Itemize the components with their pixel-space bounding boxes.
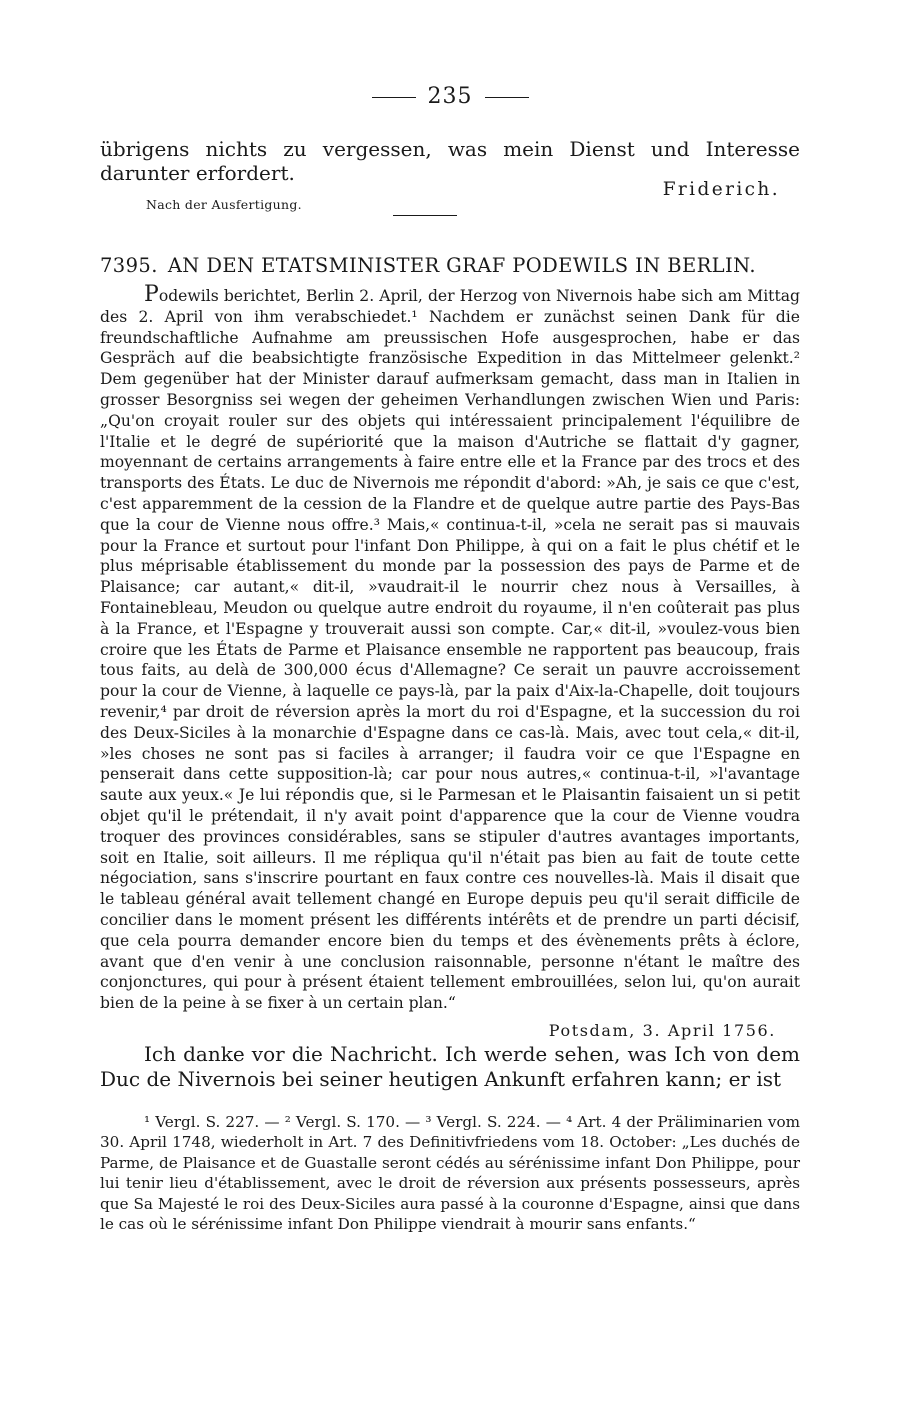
dateline: Potsdam, 3. April 1756.	[548, 1020, 776, 1040]
document-number: 7395.	[100, 254, 158, 277]
page-header	[100, 84, 800, 109]
report-summary	[100, 282, 800, 1014]
report-text: odewils berichtet, Berlin 2. April, der Herzog von Nivernois habe sich am Mittag des 2. April von ihm verabschiedet.¹ Nachdem er zunächst seinen Dank für die freundschaftliche Aufnahme am preussischen Hofe ausgesprochen, habe er das Gespräch auf die beabsichtigte französische Expedition in das Mittelmeer gelenkt.² Dem gegenüber hat der Minister darauf aufmerksam gemacht, dass man in Italien in grosser Besorgniss sei wegen der geheimen Verhandlungen zwischen Wien und Paris: „Qu'on croyait rouler sur des objets qui intéressaient principalement l'équilibre de l'Italie et le degré de supériorité que la maison d'Autriche se flattait d'y gagner, moyennant de certains arrangements à faire entre elle et la France par des trocs et des transports des États. Le duc de Nivernois me répondit d'abord: »Ah, je sais ce que c'est, c'est apparemment de la cession de la Flandre et de quelque autre partie des Pays-Bas que la cour de Vienne nous offre.³ Mais,« continua-t-il, »cela ne serait pas si mauvais pour la France et surtout pour l'infant Don Philippe, à qui on a fait le plus chétif et le plus méprisable établissement du monde par la possession des pays de Parme et de Plaisance; car autant,« dit-il, »vaudrait-il le nourrir chez nous à Versailles, à Fontainebleau, Meudon ou quelque autre endroit du royaume, il n'en coûterait pas plus à la France, et l'Espagne y trouverait aussi son compte. Car,« dit-il, »voulez-vous bien croire que les États de Parme et Plaisance ensemble ne rapportent pas beaucoup, frais tous faits, au delà de 300,000 écus d'Allemagne? Ce serait un pauvre accroissement pour la cour de Vienne, à laquelle ce pays-là, par la paix d'Aix-la-Chapelle, doit toujours revenir,⁴ par droit de réversion après la mort du roi d'Espagne, et la succession du roi des Deux-Siciles à la monarchie d'Espagne dans ce cas-là. Mais, avec tout cela,« dit-il, »les choses ne sont pas si faciles à arranger; il faudra voir ce que l'Espagne en penserait dans cette supposition-là; car pour nous autres,« continua-t-il, »l'avantage saute aux yeux.« Je lui répondis que, si le Parmesan et le Plaisantin faisaient un si petit objet qu'il le prétendait, il n'y avait point d'apparence que la cour de Vienne voudra troquer des provinces considérables, sans se stipuler d'autres avantages importants, soit en Italie, soit ailleurs. Il me répliqua qu'il n'était pas bien au fait de toute cette négociation, sans s'inscrire pourtant en faux contre ces nouvelles-là. Mais il disait que le tableau général avait tellement changé en Europe depuis peu qu'il serait difficile de concilier dans le moment présent les différents intérêts et de prendre un parti décisif, que cela pourra demander encore bien du temps et des évènements prêts à éclore, avant que d'en venir à une conclusion raisonnable, personne n'étant le maître des conjonctures, qui pour à présent étaient tellement embrouillées, selon lui, qu'on aurait bien de la peine à se fixer à un certain plan.“	[100, 287, 800, 1013]
document-title: AN DEN ETATSMINISTER GRAF PODEWILS IN BERLIN.	[167, 254, 756, 277]
continued-paragraph: übrigens nichts zu vergessen, was mein Dienst und Interesse darunter erfordert.	[100, 137, 800, 185]
signature: Friderich.	[662, 179, 780, 200]
section-divider	[393, 215, 457, 216]
book-page	[100, 84, 800, 1234]
source-note: Nach der Ausfertigung.	[146, 197, 302, 212]
page-number: 235	[427, 84, 473, 109]
king-reply: Ich danke vor die Nachricht. Ich werde sehen, was Ich von dem Duc de Nivernois bei seiner heutigen Ankunft erfahren kann; er ist	[100, 1041, 800, 1091]
header-dash-left	[372, 97, 416, 98]
footnotes: ¹ Vergl. S. 227. — ² Vergl. S. 170. — ³ Vergl. S. 224. — ⁴ Art. 4 der Präliminarien vom 30. April 1748, wiederholt in Art. 7 des Definitivfriedens vom 18. October: „Les duchés de Parme, de Plaisance et de Guastalle seront cédés au sérénissime infant Don Philippe, pour lui tenir lieu d'établissement, avec le droit de réversion aux présents possesseurs, après que Sa Majesté le roi des Deux-Siciles aura passé à la couronne d'Espagne, ainsi que dans le cas où le sérénissime infant Don Philippe viendrait à mourir sans enfants.“	[100, 1112, 800, 1233]
drop-initial: P	[144, 282, 159, 307]
source-signature-row	[100, 179, 800, 215]
document-heading	[100, 254, 800, 277]
header-dash-right	[485, 97, 529, 98]
